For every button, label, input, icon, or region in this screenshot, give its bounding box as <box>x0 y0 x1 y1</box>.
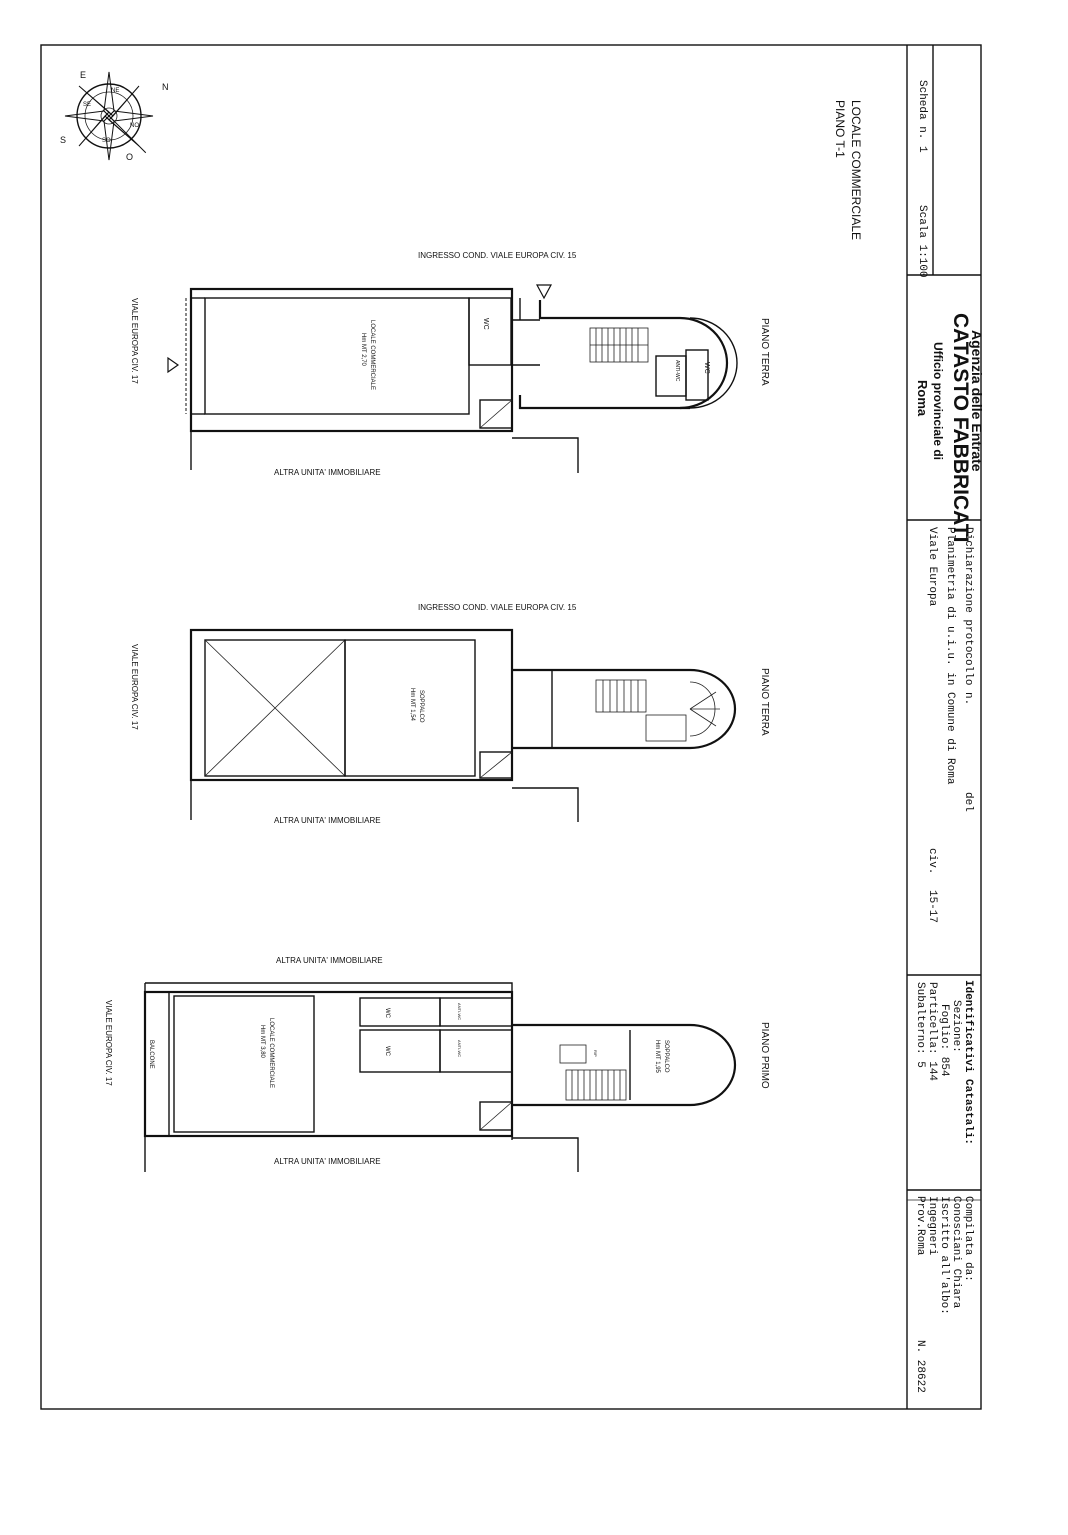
plan1-wc2: WC <box>703 362 710 374</box>
compass-rose-icon <box>65 72 153 160</box>
plan1-viale: VIALE EUROPA CIV. 17 <box>130 298 139 384</box>
identifiers-title: Identificativi Catastali: <box>962 980 974 1146</box>
plan3-stairs <box>560 1045 626 1100</box>
plan2-altra: ALTRA UNITA' IMMOBILIARE <box>274 816 381 825</box>
plan3-wc2: WC <box>384 1046 390 1056</box>
plan1-altra: ALTRA UNITA' IMMOBILIARE <box>274 468 381 477</box>
plan3-antiwc1: ANTI-WC <box>457 1003 462 1021</box>
compiler-name: Conosciani Chiara <box>950 1196 962 1309</box>
compass-o: O <box>126 152 134 162</box>
compass-n: N <box>162 82 169 92</box>
identifiers-particella: Particella: 144 <box>926 982 938 1082</box>
plan3-altra-top: ALTRA UNITA' IMMOBILIARE <box>276 956 383 965</box>
unit-title-line2: PIANO T-1 <box>833 100 847 158</box>
plan3-altra-bottom: ALTRA UNITA' IMMOBILIARE <box>274 1157 381 1166</box>
plan1-antiwc: ANTI-WC <box>674 360 680 382</box>
plan2-ingresso: INGRESSO COND. VIALE EUROPA CIV. 15 <box>418 603 577 612</box>
plan3-floor: PIANO PRIMO <box>759 1022 770 1089</box>
compiler-number: N. 28622 <box>914 1340 926 1393</box>
city-label: Roma <box>915 380 930 417</box>
scala-label: Scala 1:100 <box>916 205 928 278</box>
sheet-info <box>916 80 928 153</box>
plan2-room-height: Hm MT 1,54 <box>409 688 415 721</box>
plan-piano-primo <box>104 956 770 1172</box>
declaration-address: Viale Europa <box>926 527 938 607</box>
plan2-stairs <box>596 680 720 741</box>
plan1-room-height: Hm MT 2,70 <box>360 333 366 366</box>
catasto-title: CATASTO FABBRICATI <box>949 313 972 543</box>
plan3-soppalco-height: Hm MT 1,95 <box>654 1040 660 1073</box>
plan-piano-terra-1 <box>130 251 770 477</box>
compiler-prov: Prov.Roma <box>914 1196 926 1256</box>
declaration-civ-value: 15-17 <box>926 890 938 924</box>
plan3-rip: RIP <box>593 1050 598 1057</box>
compass-ne: NE <box>111 88 120 94</box>
identifiers-foglio: Foglio: 854 <box>938 1004 950 1077</box>
plan3-wc1: WC <box>384 1008 390 1018</box>
plan1-stairs <box>590 328 648 362</box>
plan2-room-name: SOPPALCO <box>418 690 424 723</box>
compiler-iscritto: Iscritto all'albo: <box>938 1196 950 1315</box>
compass-no: NO <box>130 123 139 129</box>
plan1-ingresso: INGRESSO COND. VIALE EUROPA CIV. 15 <box>418 251 577 260</box>
plan2-viale: VIALE EUROPA CIV. 17 <box>130 644 139 730</box>
compiler-albo: Ingegneri <box>926 1196 938 1256</box>
plan3-room-name: LOCALE COMMERCIALE <box>268 1018 274 1089</box>
declaration-planimetria: Planimetria di u.i.u. in Comune di Roma <box>944 527 956 785</box>
agency-name: Agenzia delle Entrate <box>969 330 985 472</box>
compass-s: S <box>60 135 67 145</box>
plan2-floor: PIANO TERRA <box>759 668 770 736</box>
ufficio-label: Ufficio provinciale di <box>931 342 945 461</box>
unit-title-line1: LOCALE COMMERCIALE <box>849 100 863 241</box>
compass-so: SO <box>102 138 111 144</box>
compass-se: SE <box>83 102 92 108</box>
plan3-viale: VIALE EUROPA CIV. 17 <box>104 1000 113 1086</box>
identifiers-sezione: Sezione: <box>950 1000 962 1053</box>
declaration-del: del <box>962 792 974 812</box>
plan1-room-name: LOCALE COMMERCIALE <box>369 320 375 391</box>
compiler-title: Compilata da: <box>962 1196 974 1282</box>
declaration-civ: civ. <box>926 848 938 875</box>
plan3-antiwc2: ANTI-WC <box>457 1040 462 1058</box>
compass-e: E <box>80 70 87 80</box>
identifiers-subalterno: Subalterno: 5 <box>914 982 926 1068</box>
plan1-wc1: WC <box>482 318 489 330</box>
plan3-soppalco: SOPPALCO <box>663 1040 669 1073</box>
plan3-room-height: Hm MT 3,80 <box>259 1025 265 1058</box>
scheda-label: Scheda n. 1 <box>916 80 928 153</box>
plan1-floor: PIANO TERRA <box>759 318 770 386</box>
declaration-protocol: Dichiarazione protocollo n. <box>962 527 974 706</box>
plan3-balcone: BALCONE <box>148 1040 154 1069</box>
plan-piano-terra-2 <box>130 603 770 825</box>
